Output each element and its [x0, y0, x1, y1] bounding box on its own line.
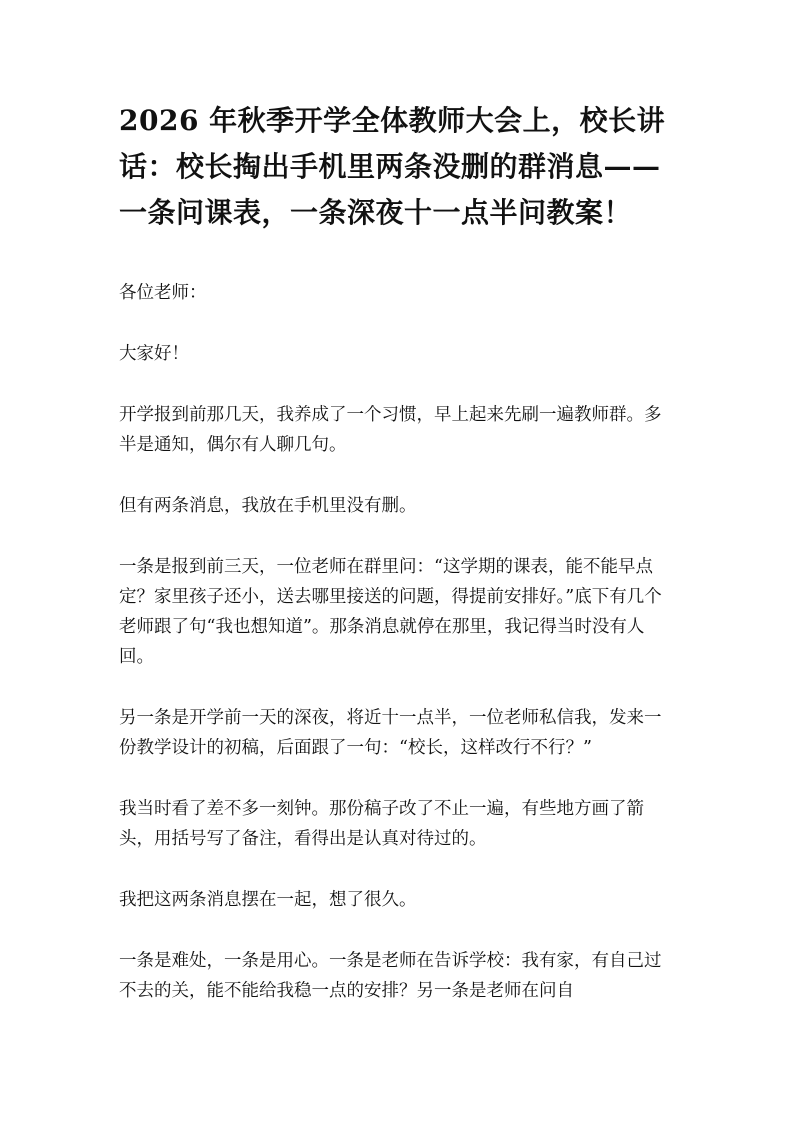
- paragraph: 我把这两条消息摆在一起，想了很久。: [119, 890, 417, 910]
- paragraph: 开学报到前那几天，我养成了一个习惯，早上起来先刷一遍教师群。多半是通知，偶尔有人聊几句。: [119, 405, 662, 455]
- document-title: 2026 年秋季开学全体教师大会上，校长讲话：校长掏出手机里两条没删的群消息——一条问课表，一条深夜十一点半问教案！: [119, 104, 666, 229]
- paragraph: 一条是报到前三天，一位老师在群里问：“这学期的课表，能不能早点定？家里孩子还小，送去哪里接送的问题，得提前安排好。”底下有几个老师跟了句“我也想知道”。那条消息就停在那里，我记得当时没有人回。: [119, 557, 662, 667]
- paragraph: 但有两条消息，我放在手机里没有删。: [119, 496, 417, 516]
- document-page: [119, 98, 667, 1037]
- paragraph: 一条是难处，一条是用心。一条是老师在告诉学校：我有家，有自己过不去的关，能不能给我稳一点的安排？另一条是老师在问自: [119, 951, 662, 1001]
- document-body: [119, 278, 667, 1006]
- paragraph: 另一条是开学前一天的深夜，将近十一点半，一位老师私信我，发来一份教学设计的初稿，后面跟了一句：“校长，这样改行不行？”: [119, 708, 662, 758]
- paragraph: 我当时看了差不多一刻钟。那份稿子改了不止一遍，有些地方画了箭头，用括号写了备注，看得出是认真对待过的。: [119, 799, 644, 849]
- paragraph-salutation: 各位老师：: [119, 283, 207, 303]
- paragraph-greeting: 大家好！: [119, 344, 189, 364]
